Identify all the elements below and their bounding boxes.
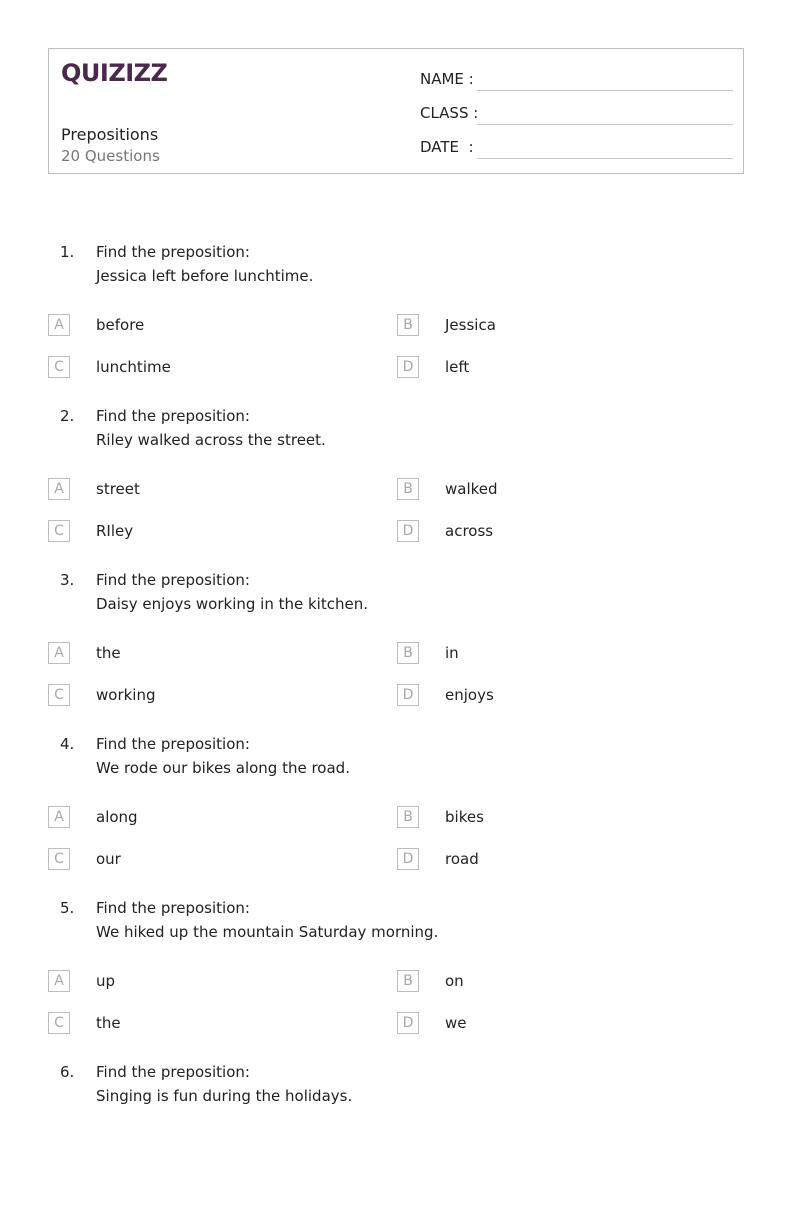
answer-option-b[interactable] xyxy=(397,970,717,994)
option-letter-box[interactable]: C xyxy=(48,684,70,706)
question-number: 5. xyxy=(60,899,75,917)
option-text: the xyxy=(96,1014,121,1032)
option-text: our xyxy=(96,850,121,868)
date-line[interactable] xyxy=(477,158,733,159)
option-text: left xyxy=(445,358,470,376)
option-letter-box[interactable]: A xyxy=(48,970,70,992)
option-text: in xyxy=(445,644,459,662)
option-letter-box[interactable]: A xyxy=(48,642,70,664)
question-sentence: Singing is fun during the holidays. xyxy=(96,1087,353,1105)
answer-option-d[interactable] xyxy=(397,684,717,708)
option-letter-box[interactable]: D xyxy=(397,1012,419,1034)
option-text: before xyxy=(96,316,145,334)
name-field[interactable] xyxy=(420,67,733,91)
question-3 xyxy=(0,568,794,728)
option-letter-box[interactable]: B xyxy=(397,478,419,500)
option-text: road xyxy=(445,850,479,868)
question-prompt: Find the preposition: xyxy=(96,899,250,917)
question-sentence: We hiked up the mountain Saturday morning. xyxy=(96,923,439,941)
option-letter-box[interactable]: A xyxy=(48,806,70,828)
answer-option-d[interactable] xyxy=(397,848,717,872)
class-label: CLASS : xyxy=(420,104,479,122)
question-number: 6. xyxy=(60,1063,75,1081)
option-text: along xyxy=(96,808,138,826)
answer-option-b[interactable] xyxy=(397,314,717,338)
question-prompt: Find the preposition: xyxy=(96,1063,250,1081)
option-letter-box[interactable]: C xyxy=(48,1012,70,1034)
question-2 xyxy=(0,404,794,564)
option-letter-box[interactable]: A xyxy=(48,314,70,336)
question-1 xyxy=(0,240,794,400)
answer-option-b[interactable] xyxy=(397,642,717,666)
option-text: enjoys xyxy=(445,686,494,704)
question-6 xyxy=(0,1060,794,1220)
question-sentence: Riley walked across the street. xyxy=(96,431,326,449)
quizizz-logo: QUIZIZZ xyxy=(61,59,168,87)
question-sentence: Jessica left before lunchtime. xyxy=(96,267,314,285)
question-prompt: Find the preposition: xyxy=(96,407,250,425)
date-label: DATE : xyxy=(420,138,474,156)
question-prompt: Find the preposition: xyxy=(96,243,250,261)
option-letter-box[interactable]: C xyxy=(48,520,70,542)
answer-option-a[interactable] xyxy=(48,970,368,994)
worksheet-header xyxy=(48,48,744,174)
question-number: 3. xyxy=(60,571,75,589)
answer-option-b[interactable] xyxy=(397,806,717,830)
question-prompt: Find the preposition: xyxy=(96,735,250,753)
option-text: across xyxy=(445,522,494,540)
question-number: 2. xyxy=(60,407,75,425)
option-letter-box[interactable]: C xyxy=(48,848,70,870)
option-text: working xyxy=(96,686,156,704)
option-letter-box[interactable]: C xyxy=(48,356,70,378)
answer-option-c[interactable] xyxy=(48,848,368,872)
answer-option-b[interactable] xyxy=(397,478,717,502)
option-text: street xyxy=(96,480,140,498)
question-prompt: Find the preposition: xyxy=(96,571,250,589)
option-text: bikes xyxy=(445,808,484,826)
answer-option-d[interactable] xyxy=(397,356,717,380)
name-line[interactable] xyxy=(477,90,733,91)
answer-option-c[interactable] xyxy=(48,684,368,708)
question-4 xyxy=(0,732,794,892)
option-text: up xyxy=(96,972,116,990)
answer-option-a[interactable] xyxy=(48,478,368,502)
class-line[interactable] xyxy=(477,124,733,125)
question-5 xyxy=(0,896,794,1056)
option-text: RIley xyxy=(96,522,134,540)
name-label: NAME : xyxy=(420,70,474,88)
option-letter-box[interactable]: D xyxy=(397,684,419,706)
question-number: 4. xyxy=(60,735,75,753)
question-number: 1. xyxy=(60,243,75,261)
date-field[interactable] xyxy=(420,135,733,159)
answer-option-d[interactable] xyxy=(397,520,717,544)
option-letter-box[interactable]: B xyxy=(397,314,419,336)
answer-option-a[interactable] xyxy=(48,642,368,666)
option-letter-box[interactable]: B xyxy=(397,806,419,828)
class-field[interactable] xyxy=(420,101,733,125)
answer-option-c[interactable] xyxy=(48,520,368,544)
question-sentence: Daisy enjoys working in the kitchen. xyxy=(96,595,368,613)
option-text: we xyxy=(445,1014,467,1032)
option-letter-box[interactable]: A xyxy=(48,478,70,500)
option-letter-box[interactable]: B xyxy=(397,642,419,664)
option-letter-box[interactable]: D xyxy=(397,356,419,378)
option-text: the xyxy=(96,644,121,662)
option-text: walked xyxy=(445,480,498,498)
answer-option-d[interactable] xyxy=(397,1012,717,1036)
question-sentence: We rode our bikes along the road. xyxy=(96,759,350,777)
answer-option-c[interactable] xyxy=(48,356,368,380)
option-letter-box[interactable]: D xyxy=(397,848,419,870)
answer-option-c[interactable] xyxy=(48,1012,368,1036)
worksheet-title: Prepositions xyxy=(61,125,159,144)
option-text: Jessica xyxy=(445,316,496,334)
answer-option-a[interactable] xyxy=(48,314,368,338)
answer-option-a[interactable] xyxy=(48,806,368,830)
question-count: 20 Questions xyxy=(61,147,160,165)
option-letter-box[interactable]: D xyxy=(397,520,419,542)
option-text: on xyxy=(445,972,464,990)
option-text: lunchtime xyxy=(96,358,171,376)
option-letter-box[interactable]: B xyxy=(397,970,419,992)
